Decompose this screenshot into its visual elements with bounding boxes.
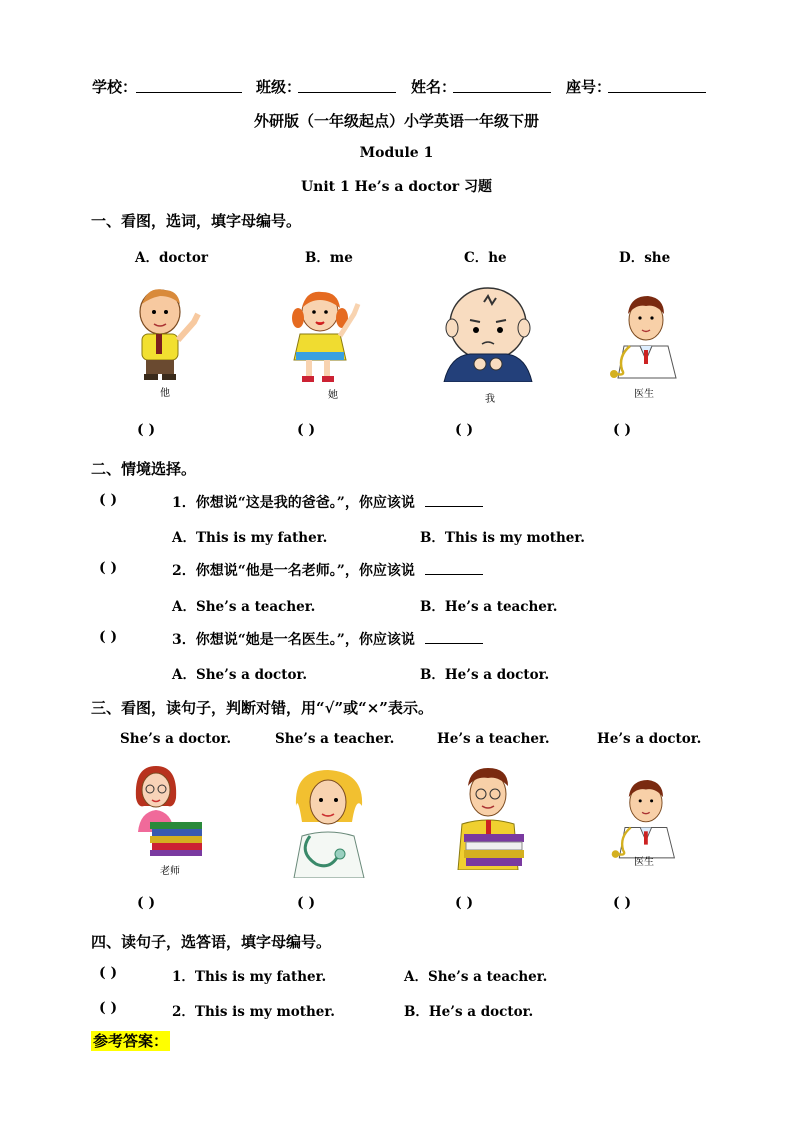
male-doctor-picture — [606, 774, 682, 862]
section1-heading: 一、看图，选词，填字母编号。 — [91, 212, 302, 230]
sentence-4: He’s a doctor. — [597, 731, 702, 747]
q2-2-option-b: B．He’s a teacher. — [420, 599, 558, 615]
answer-paren-2[interactable]: ( ) — [297, 422, 316, 438]
answer-paren-1[interactable]: ( ) — [137, 422, 156, 438]
sentence-3: He’s a teacher. — [437, 731, 550, 747]
caption-teacher: 老师 — [160, 866, 180, 877]
sentence-1: She’s a doctor. — [120, 731, 232, 747]
male-teacher-picture — [446, 764, 532, 870]
sentence-2: She’s a teacher. — [275, 731, 395, 747]
caption-she: 她 — [328, 390, 338, 401]
name-blank[interactable] — [453, 92, 551, 93]
name-label: 姓名： — [411, 78, 457, 96]
q4-1-text: 1．This is my father. — [172, 969, 327, 985]
page-title: 外研版（一年级起点）小学英语一年级下册 — [253, 112, 539, 130]
judge-paren-4[interactable]: ( ) — [613, 895, 632, 911]
judge-paren-3[interactable]: ( ) — [455, 895, 474, 911]
caption-doctor-2: 医生 — [634, 857, 654, 868]
class-blank[interactable] — [298, 92, 396, 93]
seat-label: 座号： — [566, 78, 612, 96]
class-label: 班级： — [256, 78, 302, 96]
caption-he: 他 — [160, 388, 170, 399]
option-a: A．doctor — [135, 250, 208, 266]
q2-2-option-a: A．She’s a teacher. — [172, 599, 316, 615]
student-info-header — [92, 76, 712, 98]
section3-heading: 三、看图，读句子，判断对错，用“√”或“×”表示。 — [91, 699, 433, 717]
q2-3-paren[interactable]: ( ) — [99, 629, 118, 645]
q2-1-text: 1．你想说“这是我的爸爸。”，你应该说 — [172, 492, 483, 512]
answer-paren-3[interactable]: ( ) — [455, 422, 474, 438]
q2-2-paren[interactable]: ( ) — [99, 560, 118, 576]
answer-paren-4[interactable]: ( ) — [613, 422, 632, 438]
school-label: 学校： — [92, 78, 138, 96]
option-b: B．me — [305, 250, 353, 266]
q2-3-blank[interactable] — [425, 629, 483, 644]
module-title: Module 1 — [359, 145, 434, 161]
q2-3-option-b: B．He’s a doctor. — [420, 667, 550, 683]
reference-answers-label: 参考答案： — [93, 1032, 169, 1050]
section4-heading: 四、读句子，选答语，填字母编号。 — [91, 933, 332, 951]
q2-1-option-b: B．This is my mother. — [420, 530, 585, 546]
q2-3-option-a: A．She’s a doctor. — [172, 667, 308, 683]
q4-2-text: 2．This is my mother. — [172, 1004, 335, 1020]
girl-picture — [284, 288, 368, 384]
boy-picture — [128, 282, 208, 384]
school-blank[interactable] — [136, 92, 242, 93]
q2-1-paren[interactable]: ( ) — [99, 492, 118, 508]
doctor-picture — [604, 290, 684, 382]
judge-paren-2[interactable]: ( ) — [297, 895, 316, 911]
q4-option-a: A．She’s a teacher. — [404, 969, 548, 985]
caption-doctor: 医生 — [634, 389, 654, 400]
q4-2-paren[interactable]: ( ) — [99, 1000, 118, 1016]
option-c: C．he — [464, 250, 507, 266]
section2-heading: 二、情境选择。 — [91, 460, 197, 478]
q2-2-blank[interactable] — [425, 560, 483, 575]
unit-title: Unit 1 He’s a doctor 习题 — [300, 179, 493, 195]
female-teacher-picture — [128, 762, 210, 860]
caption-me: 我 — [485, 394, 495, 405]
judge-paren-1[interactable]: ( ) — [137, 895, 156, 911]
option-d: D．she — [619, 250, 671, 266]
seat-blank[interactable] — [608, 92, 706, 93]
q4-1-paren[interactable]: ( ) — [99, 965, 118, 981]
q2-1-blank[interactable] — [425, 492, 483, 507]
q2-1-option-a: A．This is my father. — [172, 530, 328, 546]
q2-2-text: 2．你想说“他是一名老师。”，你应该说 — [172, 560, 483, 580]
q4-option-b: B．He’s a doctor. — [404, 1004, 534, 1020]
female-doctor-picture — [286, 766, 372, 878]
q2-3-text: 3．你想说“她是一名医生。”，你应该说 — [172, 629, 483, 649]
me-picture — [440, 282, 536, 382]
